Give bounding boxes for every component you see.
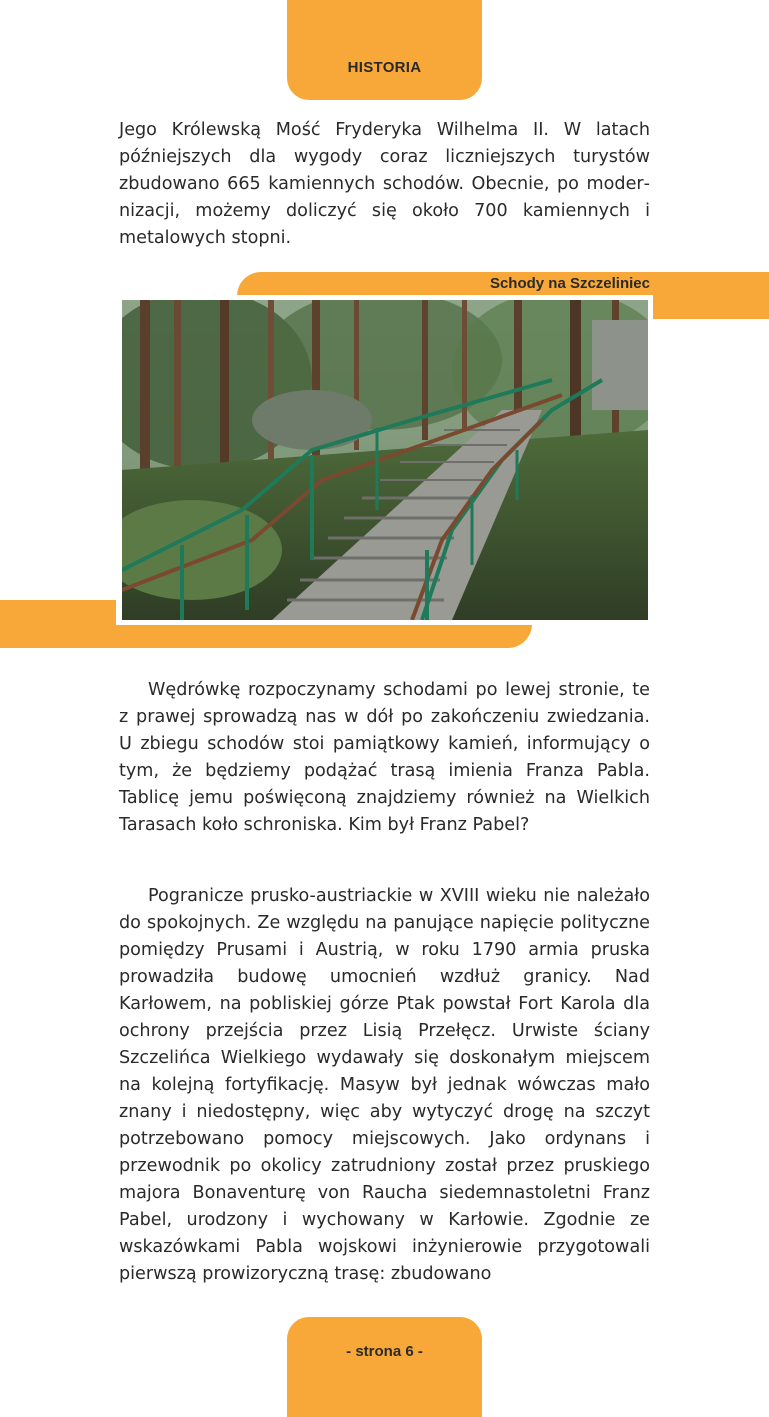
page-number-tab <box>287 1317 482 1417</box>
page-number: - strona 6 - <box>346 1343 423 1360</box>
section-title: HISTORIA <box>347 59 422 76</box>
paragraph-history: Pogranicze prusko-austriackie w XVIII wieku nie należało do spokojnych. Ze względu na panujące napięcie polityczne pomiędzy Prusami i Austrią, w roku 1790 armia pruska prowadziła budowę umocnień wzdłuż granicy. Nad Karłowem, na pobliskiej górze Ptak powstał Fort Karola dla ochrony przejścia przez Lisią Przełęcz. Urwiste ściany Szczelińca Wielkiego wydawały się doskonałym miejscem na kolejną fortyfikację. Masyw był jednak wówczas mało znany i niedostępny, więc aby wytyczyć drogę na szczyt potrzebowano pomocy miejscowych. Jako ordynans i przewodnik po okolicy zatrudniony został przez pruskiego majora Bonaventurę von Raucha siedemnastoletni Franz Pabel, urodzony i wychowany w Karłowie. Zgodnie ze wskazówkami Pabla wojskowi inżynierowie przygotowali pierwszą prowizoryczną trasę: zbudowano <box>119 886 650 1284</box>
section-header-tab <box>287 0 482 100</box>
stairs-photo <box>122 300 648 620</box>
paragraph-route: Wędrówkę rozpoczynamy schodami po lewej stronie, te z prawej sprowadzą nas w dół po zakończeniu zwiedzania. U zbiegu schodów stoi pamiątkowy kamień, informujący o tym, że będziemy podążać trasą imienia Franza Pabla. Tablicę jemu poświęconą znajdziemy również na Wielkich Tarasach koło schroniska. Kim był Franz Pabel? <box>119 680 650 835</box>
photo-caption: Schody na Szczeliniec <box>489 275 650 292</box>
paragraph-intro: Jego Królewską Mość Fryderyka Wilhelma II. W latach późniejszych dla wygody coraz liczniejszych turystów zbudowano 665 kamiennych schodów. Obecnie, po modernizacji, możemy doliczyć się około 700 kamiennych i metalowych stopni. <box>119 120 650 248</box>
